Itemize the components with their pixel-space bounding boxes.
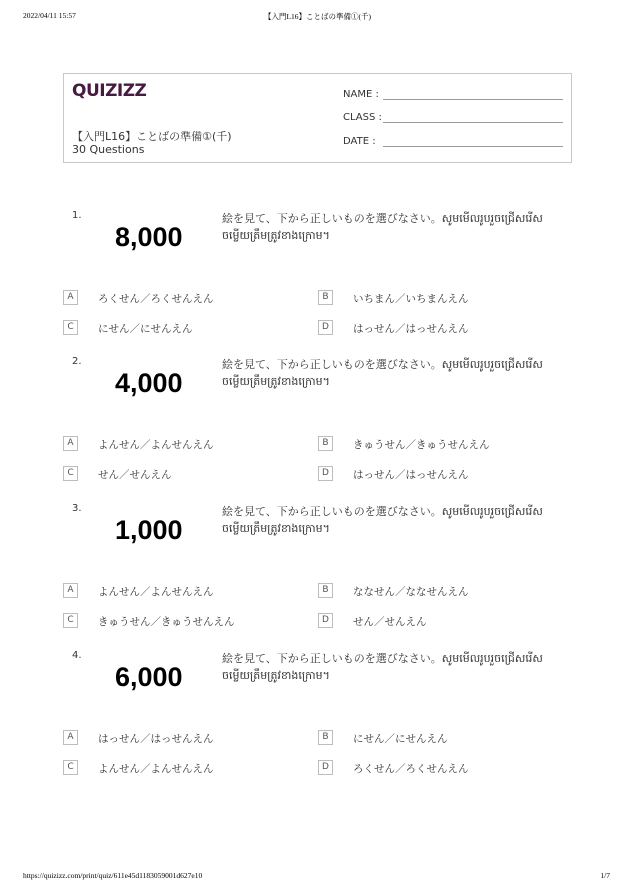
option-d bbox=[318, 613, 558, 630]
question-image-number: 8,000 bbox=[115, 222, 183, 252]
option-letter: D bbox=[318, 613, 333, 628]
name-field bbox=[343, 89, 379, 100]
option-a bbox=[63, 290, 303, 307]
question-number: 2. bbox=[72, 356, 82, 367]
option-letter: B bbox=[318, 583, 333, 598]
page-number: 1/7 bbox=[600, 871, 610, 880]
question-image-number: 1,000 bbox=[115, 515, 183, 545]
option-text: はっせん／はっせんえん bbox=[353, 323, 469, 335]
option-letter: C bbox=[63, 320, 78, 335]
option-c bbox=[63, 466, 303, 483]
option-a bbox=[63, 436, 303, 453]
option-letter: D bbox=[318, 320, 333, 335]
option-text: ろくせん／ろくせんえん bbox=[353, 763, 469, 775]
option-letter: D bbox=[318, 760, 333, 775]
option-c bbox=[63, 613, 303, 630]
option-letter: B bbox=[318, 730, 333, 745]
option-letter: A bbox=[63, 583, 78, 598]
question-count: 30 Questions bbox=[72, 143, 145, 156]
question-number: 4. bbox=[72, 650, 82, 661]
question-text: 絵を見て、下から正しいものを選びなさい。សូមមើលរូបរួចជ្រើសរើសចម្លើយត្រឹមត្រូវខាងក្រោម។ bbox=[222, 652, 543, 682]
quiz-header-box bbox=[63, 73, 572, 163]
option-text: ろくせん／ろくせんえん bbox=[98, 293, 214, 305]
class-line bbox=[383, 122, 563, 123]
question-number: 3. bbox=[72, 503, 82, 514]
name-line bbox=[383, 99, 563, 100]
print-url: https://quizizz.com/print/quiz/611e45d1183059001d627e10 bbox=[23, 871, 203, 880]
question-text: 絵を見て、下から正しいものを選びなさい。សូមមើលរូបរួចជ្រើសរើសចម្លើយត្រឹមត្រូវខាងក្រោម។ bbox=[222, 212, 543, 242]
option-letter: C bbox=[63, 466, 78, 481]
name-label: NAME : bbox=[343, 89, 379, 100]
option-d bbox=[318, 320, 558, 337]
option-letter: A bbox=[63, 290, 78, 305]
quizizz-logo: QUIZIZZ bbox=[72, 81, 147, 101]
option-letter: A bbox=[63, 436, 78, 451]
question-text: 絵を見て、下から正しいものを選びなさい。សូមមើលរូបរួចជ្រើសរើសចម្លើយត្រឹមត្រូវខាងក្រោម។ bbox=[222, 358, 543, 388]
option-text: はっせん／はっせんえん bbox=[98, 733, 214, 745]
option-b bbox=[318, 730, 558, 747]
option-text: ななせん／ななせんえん bbox=[353, 586, 469, 598]
option-text: にせん／にせんえん bbox=[98, 323, 193, 335]
option-b bbox=[318, 290, 558, 307]
option-c bbox=[63, 320, 303, 337]
option-text: よんせん／よんせんえん bbox=[98, 586, 214, 598]
quiz-title: 【入門L16】ことばの準備①(千) bbox=[72, 130, 232, 143]
option-c bbox=[63, 760, 303, 777]
option-text: よんせん／よんせんえん bbox=[98, 439, 214, 451]
option-letter: C bbox=[63, 760, 78, 775]
option-text: にせん／にせんえん bbox=[353, 733, 448, 745]
print-title: 【入門L16】ことばの準備①(千) bbox=[263, 12, 372, 21]
option-letter: D bbox=[318, 466, 333, 481]
question-image-number: 6,000 bbox=[115, 662, 183, 692]
class-field bbox=[343, 112, 382, 123]
class-label: CLASS : bbox=[343, 112, 382, 123]
option-letter: B bbox=[318, 290, 333, 305]
option-letter: C bbox=[63, 613, 78, 628]
option-text: せん／せんえん bbox=[98, 469, 172, 481]
question-image-number: 4,000 bbox=[115, 368, 183, 398]
option-a bbox=[63, 730, 303, 747]
option-b bbox=[318, 436, 558, 453]
option-text: せん／せんえん bbox=[353, 616, 427, 628]
option-b bbox=[318, 583, 558, 600]
option-letter: A bbox=[63, 730, 78, 745]
print-datetime: 2022/04/11 15:57 bbox=[23, 11, 76, 20]
question-number: 1. bbox=[72, 210, 82, 221]
option-d bbox=[318, 760, 558, 777]
option-text: きゅうせん／きゅうせんえん bbox=[98, 616, 235, 628]
option-text: きゅうせん／きゅうせんえん bbox=[353, 439, 490, 451]
date-label: DATE : bbox=[343, 136, 376, 147]
question-text: 絵を見て、下から正しいものを選びなさい。សូមមើលរូបរួចជ្រើសរើសចម្លើយត្រឹមត្រូវខាងក្រោម។ bbox=[222, 505, 543, 535]
option-text: よんせん／よんせんえん bbox=[98, 763, 214, 775]
option-letter: B bbox=[318, 436, 333, 451]
date-line bbox=[383, 146, 563, 147]
date-field bbox=[343, 136, 376, 147]
option-d bbox=[318, 466, 558, 483]
option-text: はっせん／はっせんえん bbox=[353, 469, 469, 481]
option-a bbox=[63, 583, 303, 600]
option-text: いちまん／いちまんえん bbox=[353, 293, 469, 305]
